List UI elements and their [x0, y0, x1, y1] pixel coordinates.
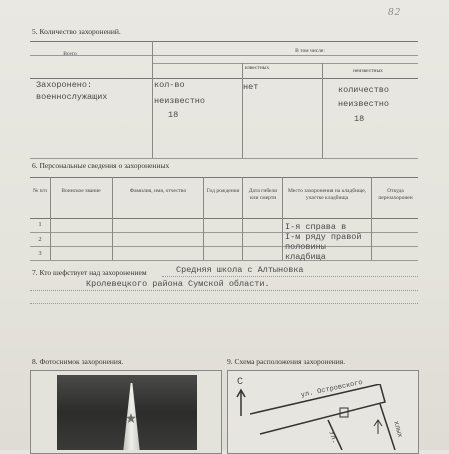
unknown-text-line2: неизвестно: [338, 99, 390, 109]
north-arrow-icon: [234, 388, 248, 418]
header-birth-year: Год рождения: [206, 188, 240, 194]
north-label: С: [237, 377, 244, 388]
header-rank: Воинское звание: [61, 188, 101, 194]
total-text-line1: Захоронено:: [36, 80, 93, 90]
street-label-3: хлых: [391, 420, 404, 439]
known-text: нет: [243, 82, 259, 92]
header-death-date: Дата гибели или смерти: [248, 188, 278, 201]
section6-heading: 6. Персональные сведения о захороненных: [32, 161, 170, 170]
unknown-text-line1: количество: [338, 85, 390, 95]
header-number: № п/п: [32, 188, 48, 194]
section5-heading: 5. Количество захоронений.: [32, 27, 121, 36]
place-line4: кладбища: [285, 252, 326, 262]
street-ostrovskogo-label: ул. Островского: [300, 378, 364, 400]
row-number-1: 1: [38, 221, 42, 228]
count-text-line1: кол-во: [154, 80, 185, 90]
header-name: Фамилия, имя, отчество: [129, 188, 187, 194]
count-number: 18: [168, 110, 179, 120]
section8-heading: 8. Фотоснимок захоронения.: [32, 357, 124, 366]
patron-line1: Средняя школа с Алтыновка: [176, 265, 304, 275]
star-icon: [126, 413, 136, 423]
col-total-header: Всего: [63, 51, 77, 57]
street-label-2: Ул.: [326, 430, 339, 445]
place-line2: I-м ряду правой: [285, 232, 362, 242]
col-known-header: известных: [244, 65, 270, 71]
total-text-line2: военнослужащих: [36, 92, 108, 102]
col-unknown-header: неизвестных: [353, 68, 383, 74]
section9-heading: 9. Схема расположения захоронения.: [227, 357, 346, 366]
place-line3: половины: [285, 242, 326, 252]
row-number-2: 2: [38, 236, 42, 243]
row-number-3: 3: [38, 250, 42, 257]
unknown-number: 18: [354, 114, 365, 124]
place-line1: I-я справа в: [285, 222, 347, 232]
header-reburied-from: Откуда перезахоронен: [378, 188, 413, 201]
patron-line2: Кролевецкого района Сумской области.: [86, 279, 270, 289]
section7-label: 7. Кто шефствует над захоронением: [32, 268, 147, 277]
col-including-header: В том числе:: [295, 48, 325, 54]
header-burial-place: Место захоронения на кладбище, участке кладбища: [287, 188, 367, 201]
burial-photo: [57, 375, 197, 450]
count-text-line2: неизвестно: [154, 96, 206, 106]
page-number: 82: [388, 6, 401, 18]
